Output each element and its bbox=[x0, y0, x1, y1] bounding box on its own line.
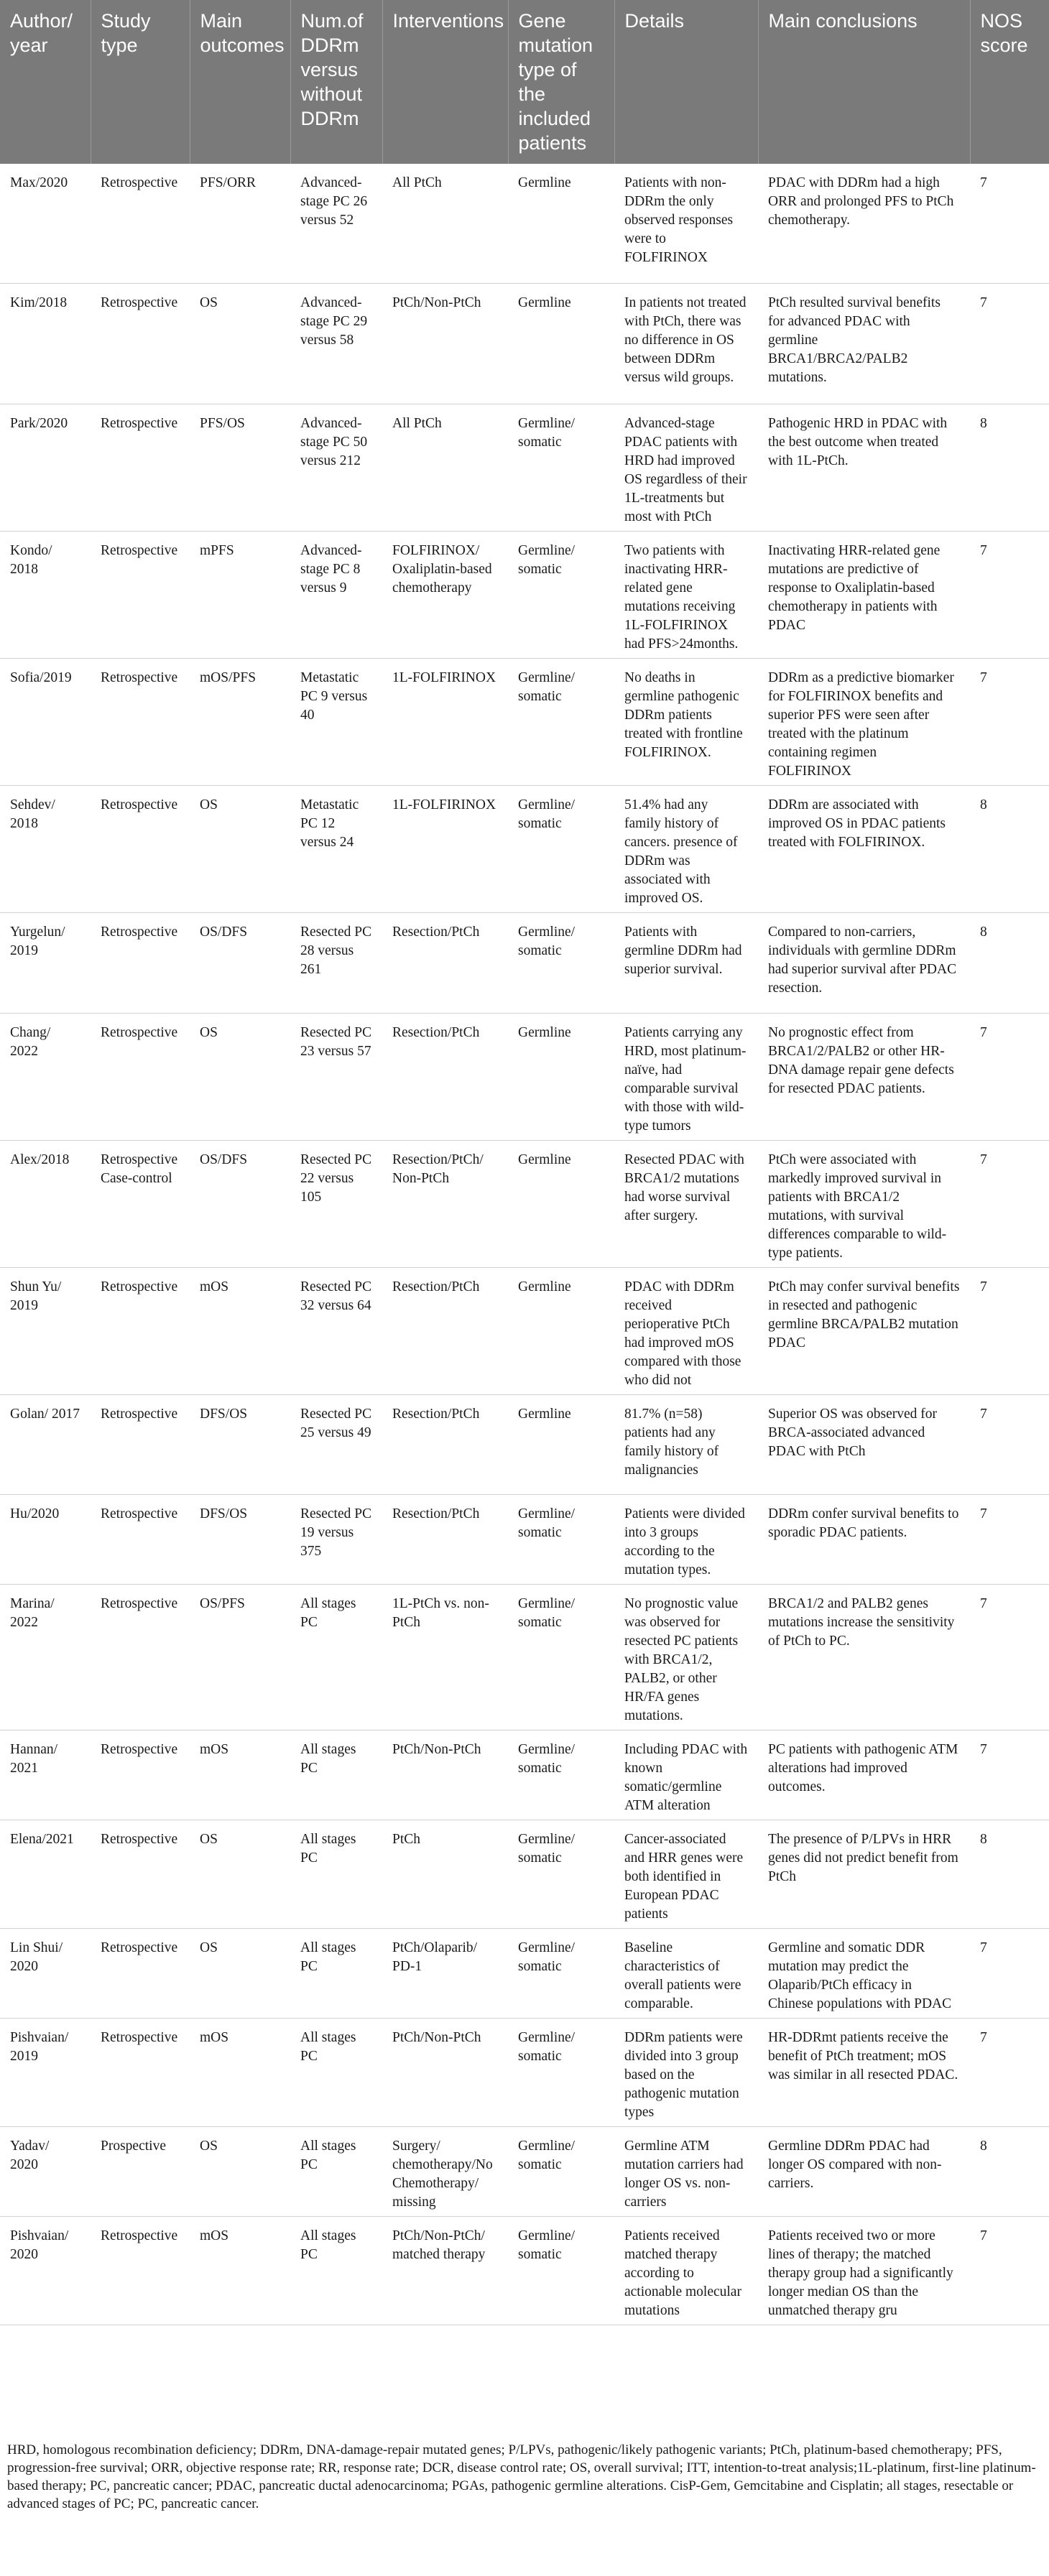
gene-mutation-cell: Germline/ somatic bbox=[508, 404, 614, 531]
author-year-cell: Hu/2020 bbox=[0, 1494, 91, 1584]
num-ddrm-cell: Advanced-stage PC 26 versus 52 bbox=[290, 164, 382, 283]
study-type-cell: Retrospective bbox=[91, 912, 190, 1013]
gene-mutation-cell: Germline bbox=[508, 1267, 614, 1394]
header-row bbox=[0, 0, 1049, 164]
num-ddrm-cell: All stages PC bbox=[290, 1820, 382, 1928]
author-year-cell: Golan/ 2017 bbox=[0, 1394, 91, 1494]
column-header: Author/ year bbox=[0, 0, 91, 164]
gene-mutation-cell: Germline/ somatic bbox=[508, 1584, 614, 1730]
study-type-cell: Retrospective bbox=[91, 1394, 190, 1494]
gene-mutation-cell: Germline/ somatic bbox=[508, 2018, 614, 2126]
num-ddrm-cell: All stages PC bbox=[290, 1584, 382, 1730]
gene-mutation-cell: Germline/ somatic bbox=[508, 2126, 614, 2216]
interventions-cell: Resection/PtCh bbox=[382, 1394, 508, 1494]
column-header: Interventions bbox=[382, 0, 508, 164]
author-year-cell: Max/2020 bbox=[0, 164, 91, 283]
gene-mutation-cell: Germline/ somatic bbox=[508, 785, 614, 912]
main-outcomes-cell: OS bbox=[190, 1928, 290, 2018]
interventions-cell: PtCh/Non-PtCh bbox=[382, 1730, 508, 1820]
table-body bbox=[0, 164, 1049, 2325]
column-header: Gene mutation type of the included patients bbox=[508, 0, 614, 164]
main-outcomes-cell: mPFS bbox=[190, 531, 290, 658]
nos-score-cell: 7 bbox=[970, 283, 1049, 404]
author-year-cell: Pishvaian/ 2020 bbox=[0, 2216, 91, 2325]
main-conclusions-cell: Compared to non-carriers, individuals with germline DDRm had superior survival after PDAC resection. bbox=[758, 912, 970, 1013]
num-ddrm-cell: Metastatic PC 9 versus 40 bbox=[290, 658, 382, 785]
details-cell: Patients with germline DDRm had superior survival. bbox=[614, 912, 758, 1013]
nos-score-cell: 8 bbox=[970, 785, 1049, 912]
table-row bbox=[0, 1494, 1049, 1584]
study-type-cell: Retrospective bbox=[91, 1013, 190, 1140]
main-conclusions-cell: PtCh resulted survival benefits for advanced PDAC with germline BRCA1/BRCA2/PALB2 mutations. bbox=[758, 283, 970, 404]
nos-score-cell: 8 bbox=[970, 2126, 1049, 2216]
main-conclusions-cell: DDRm as a predictive biomarker for FOLFIRINOX benefits and superior PFS were seen after treated with the platinum containing regimen FOLFIRINOX bbox=[758, 658, 970, 785]
main-outcomes-cell: OS bbox=[190, 785, 290, 912]
interventions-cell: Resection/PtCh bbox=[382, 1494, 508, 1584]
nos-score-cell: 7 bbox=[970, 1584, 1049, 1730]
num-ddrm-cell: Resected PC 25 versus 49 bbox=[290, 1394, 382, 1494]
nos-score-cell: 8 bbox=[970, 1820, 1049, 1928]
details-cell: Patients were divided into 3 groups according to the mutation types. bbox=[614, 1494, 758, 1584]
nos-score-cell: 8 bbox=[970, 404, 1049, 531]
gene-mutation-cell: Germline/ somatic bbox=[508, 531, 614, 658]
table-row bbox=[0, 2216, 1049, 2325]
author-year-cell: Park/2020 bbox=[0, 404, 91, 531]
gene-mutation-cell: Germline/ somatic bbox=[508, 1928, 614, 2018]
interventions-cell: 1L-PtCh vs. non-PtCh bbox=[382, 1584, 508, 1730]
nos-score-cell: 7 bbox=[970, 164, 1049, 283]
details-cell: 81.7% (n=58) patients had any family history of malignancies bbox=[614, 1394, 758, 1494]
num-ddrm-cell: Resected PC 28 versus 261 bbox=[290, 912, 382, 1013]
num-ddrm-cell: All stages PC bbox=[290, 2018, 382, 2126]
nos-score-cell: 7 bbox=[970, 531, 1049, 658]
details-cell: Patients carrying any HRD, most platinum-naïve, had comparable survival with those with wild-type tumors bbox=[614, 1013, 758, 1140]
study-type-cell: Retrospective bbox=[91, 1267, 190, 1394]
num-ddrm-cell: Resected PC 22 versus 105 bbox=[290, 1140, 382, 1267]
interventions-cell: PtCh/Olaparib/ PD-1 bbox=[382, 1928, 508, 2018]
study-type-cell: Retrospective bbox=[91, 531, 190, 658]
column-header: Details bbox=[614, 0, 758, 164]
interventions-cell: 1L-FOLFIRINOX bbox=[382, 785, 508, 912]
details-cell: In patients not treated with PtCh, there was no difference in OS between DDRm versus wild groups. bbox=[614, 283, 758, 404]
details-cell: Advanced-stage PDAC patients with HRD had improved OS regardless of their 1L-treatments but most with PtCh bbox=[614, 404, 758, 531]
num-ddrm-cell: Metastatic PC 12 versus 24 bbox=[290, 785, 382, 912]
table-row bbox=[0, 912, 1049, 1013]
details-cell: Baseline characteristics of overall patients were comparable. bbox=[614, 1928, 758, 2018]
nos-score-cell: 7 bbox=[970, 1013, 1049, 1140]
study-type-cell: Retrospective bbox=[91, 283, 190, 404]
nos-score-cell: 7 bbox=[970, 1928, 1049, 2018]
details-cell: No deaths in germline pathogenic DDRm patients treated with frontline FOLFIRINOX. bbox=[614, 658, 758, 785]
gene-mutation-cell: Germline bbox=[508, 1140, 614, 1267]
num-ddrm-cell: All stages PC bbox=[290, 2126, 382, 2216]
nos-score-cell: 7 bbox=[970, 1394, 1049, 1494]
num-ddrm-cell: Advanced-stage PC 29 versus 58 bbox=[290, 283, 382, 404]
table-row bbox=[0, 404, 1049, 531]
details-cell: 51.4% had any family history of cancers. presence of DDRm was associated with improved OS. bbox=[614, 785, 758, 912]
main-outcomes-cell: mOS bbox=[190, 2216, 290, 2325]
num-ddrm-cell: All stages PC bbox=[290, 2216, 382, 2325]
interventions-cell: PtCh/Non-PtCh bbox=[382, 2018, 508, 2126]
main-outcomes-cell: mOS bbox=[190, 1730, 290, 1820]
num-ddrm-cell: All stages PC bbox=[290, 1928, 382, 2018]
study-type-cell: Retrospective bbox=[91, 1494, 190, 1584]
main-conclusions-cell: BRCA1/2 and PALB2 genes mutations increase the sensitivity of PtCh to PC. bbox=[758, 1584, 970, 1730]
author-year-cell: Yadav/ 2020 bbox=[0, 2126, 91, 2216]
nos-score-cell: 7 bbox=[970, 2216, 1049, 2325]
table-row bbox=[0, 531, 1049, 658]
author-year-cell: Chang/ 2022 bbox=[0, 1013, 91, 1140]
num-ddrm-cell: Advanced-stage PC 50 versus 212 bbox=[290, 404, 382, 531]
main-outcomes-cell: mOS/PFS bbox=[190, 658, 290, 785]
main-conclusions-cell: Inactivating HRR-related gene mutations are predictive of response to Oxaliplatin-based chemotherapy in patients with PDAC bbox=[758, 531, 970, 658]
interventions-cell: 1L-FOLFIRINOX bbox=[382, 658, 508, 785]
num-ddrm-cell: Advanced-stage PC 8 versus 9 bbox=[290, 531, 382, 658]
details-cell: No prognostic value was observed for resected PC patients with BRCA1/2, PALB2, or other HR/FA genes mutations. bbox=[614, 1584, 758, 1730]
main-outcomes-cell: OS bbox=[190, 2126, 290, 2216]
study-type-cell: Retrospective bbox=[91, 658, 190, 785]
interventions-cell: Resection/PtCh/ Non-PtCh bbox=[382, 1140, 508, 1267]
study-type-cell: Retrospective bbox=[91, 1928, 190, 2018]
main-outcomes-cell: OS bbox=[190, 283, 290, 404]
interventions-cell: Surgery/ chemotherapy/No Chemotherapy/ missing bbox=[382, 2126, 508, 2216]
gene-mutation-cell: Germline/ somatic bbox=[508, 1494, 614, 1584]
author-year-cell: Sehdev/ 2018 bbox=[0, 785, 91, 912]
author-year-cell: Kim/2018 bbox=[0, 283, 91, 404]
table-row bbox=[0, 658, 1049, 785]
main-outcomes-cell: OS bbox=[190, 1013, 290, 1140]
table-row bbox=[0, 1267, 1049, 1394]
main-outcomes-cell: mOS bbox=[190, 1267, 290, 1394]
table-row bbox=[0, 1140, 1049, 1267]
author-year-cell: Kondo/ 2018 bbox=[0, 531, 91, 658]
interventions-cell: Resection/PtCh bbox=[382, 1013, 508, 1140]
main-outcomes-cell: PFS/OS bbox=[190, 404, 290, 531]
table-header bbox=[0, 0, 1049, 164]
nos-score-cell: 7 bbox=[970, 1494, 1049, 1584]
main-outcomes-cell: OS/DFS bbox=[190, 1140, 290, 1267]
details-cell: DDRm patients were divided into 3 group based on the pathogenic mutation types bbox=[614, 2018, 758, 2126]
gene-mutation-cell: Germline/ somatic bbox=[508, 2216, 614, 2325]
num-ddrm-cell: Resected PC 23 versus 57 bbox=[290, 1013, 382, 1140]
study-type-cell: Retrospective bbox=[91, 1820, 190, 1928]
author-year-cell: Sofia/2019 bbox=[0, 658, 91, 785]
table-row bbox=[0, 2126, 1049, 2216]
main-conclusions-cell: PtCh may confer survival benefits in resected and pathogenic germline BRCA/PALB2 mutation PDAC bbox=[758, 1267, 970, 1394]
column-header: Main outcomes bbox=[190, 0, 290, 164]
main-conclusions-cell: Germline DDRm PDAC had longer OS compared with non-carriers. bbox=[758, 2126, 970, 2216]
details-cell: Patients with non-DDRm the only observed responses were to FOLFIRINOX bbox=[614, 164, 758, 283]
main-conclusions-cell: Germline and somatic DDR mutation may predict the Olaparib/PtCh efficacy in Chinese populations with PDAC bbox=[758, 1928, 970, 2018]
table-row bbox=[0, 785, 1049, 912]
num-ddrm-cell: All stages PC bbox=[290, 1730, 382, 1820]
author-year-cell: Hannan/ 2021 bbox=[0, 1730, 91, 1820]
main-conclusions-cell: PDAC with DDRm had a high ORR and prolonged PFS to PtCh chemotherapy. bbox=[758, 164, 970, 283]
author-year-cell: Marina/ 2022 bbox=[0, 1584, 91, 1730]
nos-score-cell: 7 bbox=[970, 1267, 1049, 1394]
column-header: Study type bbox=[91, 0, 190, 164]
author-year-cell: Yurgelun/ 2019 bbox=[0, 912, 91, 1013]
table-row bbox=[0, 1928, 1049, 2018]
num-ddrm-cell: Resected PC 32 versus 64 bbox=[290, 1267, 382, 1394]
table-row bbox=[0, 1730, 1049, 1820]
study-type-cell: Retrospective bbox=[91, 785, 190, 912]
table-row bbox=[0, 2018, 1049, 2126]
study-type-cell: Retrospective Case-control bbox=[91, 1140, 190, 1267]
gene-mutation-cell: Germline bbox=[508, 1394, 614, 1494]
gene-mutation-cell: Germline/ somatic bbox=[508, 658, 614, 785]
main-conclusions-cell: DDRm confer survival benefits to sporadic PDAC patients. bbox=[758, 1494, 970, 1584]
author-year-cell: Pishvaian/ 2019 bbox=[0, 2018, 91, 2126]
nos-score-cell: 7 bbox=[970, 1730, 1049, 1820]
interventions-cell: All PtCh bbox=[382, 404, 508, 531]
gene-mutation-cell: Germline/ somatic bbox=[508, 1820, 614, 1928]
nos-score-cell: 7 bbox=[970, 1140, 1049, 1267]
main-conclusions-cell: No prognostic effect from BRCA1/2/PALB2 or other HR-DNA damage repair gene defects for resected PDAC patients. bbox=[758, 1013, 970, 1140]
main-conclusions-cell: The presence of P/LPVs in HRR genes did not predict benefit from PtCh bbox=[758, 1820, 970, 1928]
gene-mutation-cell: Germline bbox=[508, 283, 614, 404]
table-row bbox=[0, 1013, 1049, 1140]
main-conclusions-cell: DDRm are associated with improved OS in PDAC patients treated with FOLFIRINOX. bbox=[758, 785, 970, 912]
main-conclusions-cell: HR-DDRmt patients receive the benefit of PtCh treatment; mOS was similar in all resected PDAC. bbox=[758, 2018, 970, 2126]
table-footnote: HRD, homologous recombination deficiency; DDRm, DNA-damage-repair mutated genes; P/LPVs, pathogenic/likely pathogenic variants; PtCh, platinum-based chemotherapy; PFS, progression-free survival; ORR, objective response rate; RR, response rate; DCR, disease control rate; OS, overall survival; ITT, intention-to-treat analysis;1L-platinum, first-line platinum-based therapy; PC, pancreatic cancer; PDAC, pancreatic ductal adenocarcinoma; PGAs, pathogenic germline alterations. CisP-Gem, Gemcitabine and Cisplatin; all stages, resectable or advanced stages of PC; PC, pancreatic cancer. bbox=[7, 2442, 1036, 2511]
table-row bbox=[0, 283, 1049, 404]
gene-mutation-cell: Germline/ somatic bbox=[508, 1730, 614, 1820]
main-outcomes-cell: mOS bbox=[190, 2018, 290, 2126]
study-type-cell: Retrospective bbox=[91, 2216, 190, 2325]
interventions-cell: PtCh/Non-PtCh/ matched therapy bbox=[382, 2216, 508, 2325]
column-header: Num.of DDRm versus without DDRm bbox=[290, 0, 382, 164]
gene-mutation-cell: Germline bbox=[508, 164, 614, 283]
interventions-cell: FOLFIRINOX/ Oxaliplatin-based chemotherapy bbox=[382, 531, 508, 658]
interventions-cell: PtCh bbox=[382, 1820, 508, 1928]
nos-score-cell: 8 bbox=[970, 912, 1049, 1013]
nos-score-cell: 7 bbox=[970, 2018, 1049, 2126]
main-outcomes-cell: OS/PFS bbox=[190, 1584, 290, 1730]
main-conclusions-cell: Patients received two or more lines of therapy; the matched therapy group had a significantly longer median OS than the unmatched therapy gru bbox=[758, 2216, 970, 2325]
study-type-cell: Retrospective bbox=[91, 1730, 190, 1820]
details-cell: Germline ATM mutation carriers had longer OS vs. non-carriers bbox=[614, 2126, 758, 2216]
table-row bbox=[0, 1820, 1049, 1928]
main-outcomes-cell: OS/DFS bbox=[190, 912, 290, 1013]
study-type-cell: Prospective bbox=[91, 2126, 190, 2216]
interventions-cell: PtCh/Non-PtCh bbox=[382, 283, 508, 404]
interventions-cell: Resection/PtCh bbox=[382, 912, 508, 1013]
num-ddrm-cell: Resected PC 19 versus 375 bbox=[290, 1494, 382, 1584]
interventions-cell: All PtCh bbox=[382, 164, 508, 283]
main-outcomes-cell: DFS/OS bbox=[190, 1494, 290, 1584]
main-conclusions-cell: Superior OS was observed for BRCA-associated advanced PDAC with PtCh bbox=[758, 1394, 970, 1494]
main-conclusions-cell: Pathogenic HRD in PDAC with the best outcome when treated with 1L-PtCh. bbox=[758, 404, 970, 531]
details-cell: Two patients with inactivating HRR-related gene mutations receiving 1L-FOLFIRINOX had PFS>24months. bbox=[614, 531, 758, 658]
nos-score-cell: 7 bbox=[970, 658, 1049, 785]
table-row bbox=[0, 1584, 1049, 1730]
main-conclusions-cell: PC patients with pathogenic ATM alterations had improved outcomes. bbox=[758, 1730, 970, 1820]
gene-mutation-cell: Germline/ somatic bbox=[508, 912, 614, 1013]
study-type-cell: Retrospective bbox=[91, 404, 190, 531]
author-year-cell: Elena/2021 bbox=[0, 1820, 91, 1928]
column-header: Main conclusions bbox=[758, 0, 970, 164]
study-type-cell: Retrospective bbox=[91, 1584, 190, 1730]
interventions-cell: Resection/PtCh bbox=[382, 1267, 508, 1394]
details-cell: Resected PDAC with BRCA1/2 mutations had worse survival after surgery. bbox=[614, 1140, 758, 1267]
gene-mutation-cell: Germline bbox=[508, 1013, 614, 1140]
details-cell: Patients received matched therapy according to actionable molecular mutations bbox=[614, 2216, 758, 2325]
study-type-cell: Retrospective bbox=[91, 2018, 190, 2126]
author-year-cell: Shun Yu/ 2019 bbox=[0, 1267, 91, 1394]
details-cell: Cancer-associated and HRR genes were both identified in European PDAC patients bbox=[614, 1820, 758, 1928]
main-outcomes-cell: DFS/OS bbox=[190, 1394, 290, 1494]
author-year-cell: Lin Shui/ 2020 bbox=[0, 1928, 91, 2018]
main-conclusions-cell: PtCh were associated with markedly improved survival in patients with BRCA1/2 mutations, with survival differences comparable to wild-type patients. bbox=[758, 1140, 970, 1267]
column-header: NOS score bbox=[970, 0, 1049, 164]
table-row bbox=[0, 1394, 1049, 1494]
main-outcomes-cell: OS bbox=[190, 1820, 290, 1928]
details-cell: Including PDAC with known somatic/germline ATM alteration bbox=[614, 1730, 758, 1820]
main-outcomes-cell: PFS/ORR bbox=[190, 164, 290, 283]
details-cell: PDAC with DDRm received perioperative PtCh had improved mOS compared with those who did not bbox=[614, 1267, 758, 1394]
table-row bbox=[0, 164, 1049, 283]
study-type-cell: Retrospective bbox=[91, 164, 190, 283]
author-year-cell: Alex/2018 bbox=[0, 1140, 91, 1267]
